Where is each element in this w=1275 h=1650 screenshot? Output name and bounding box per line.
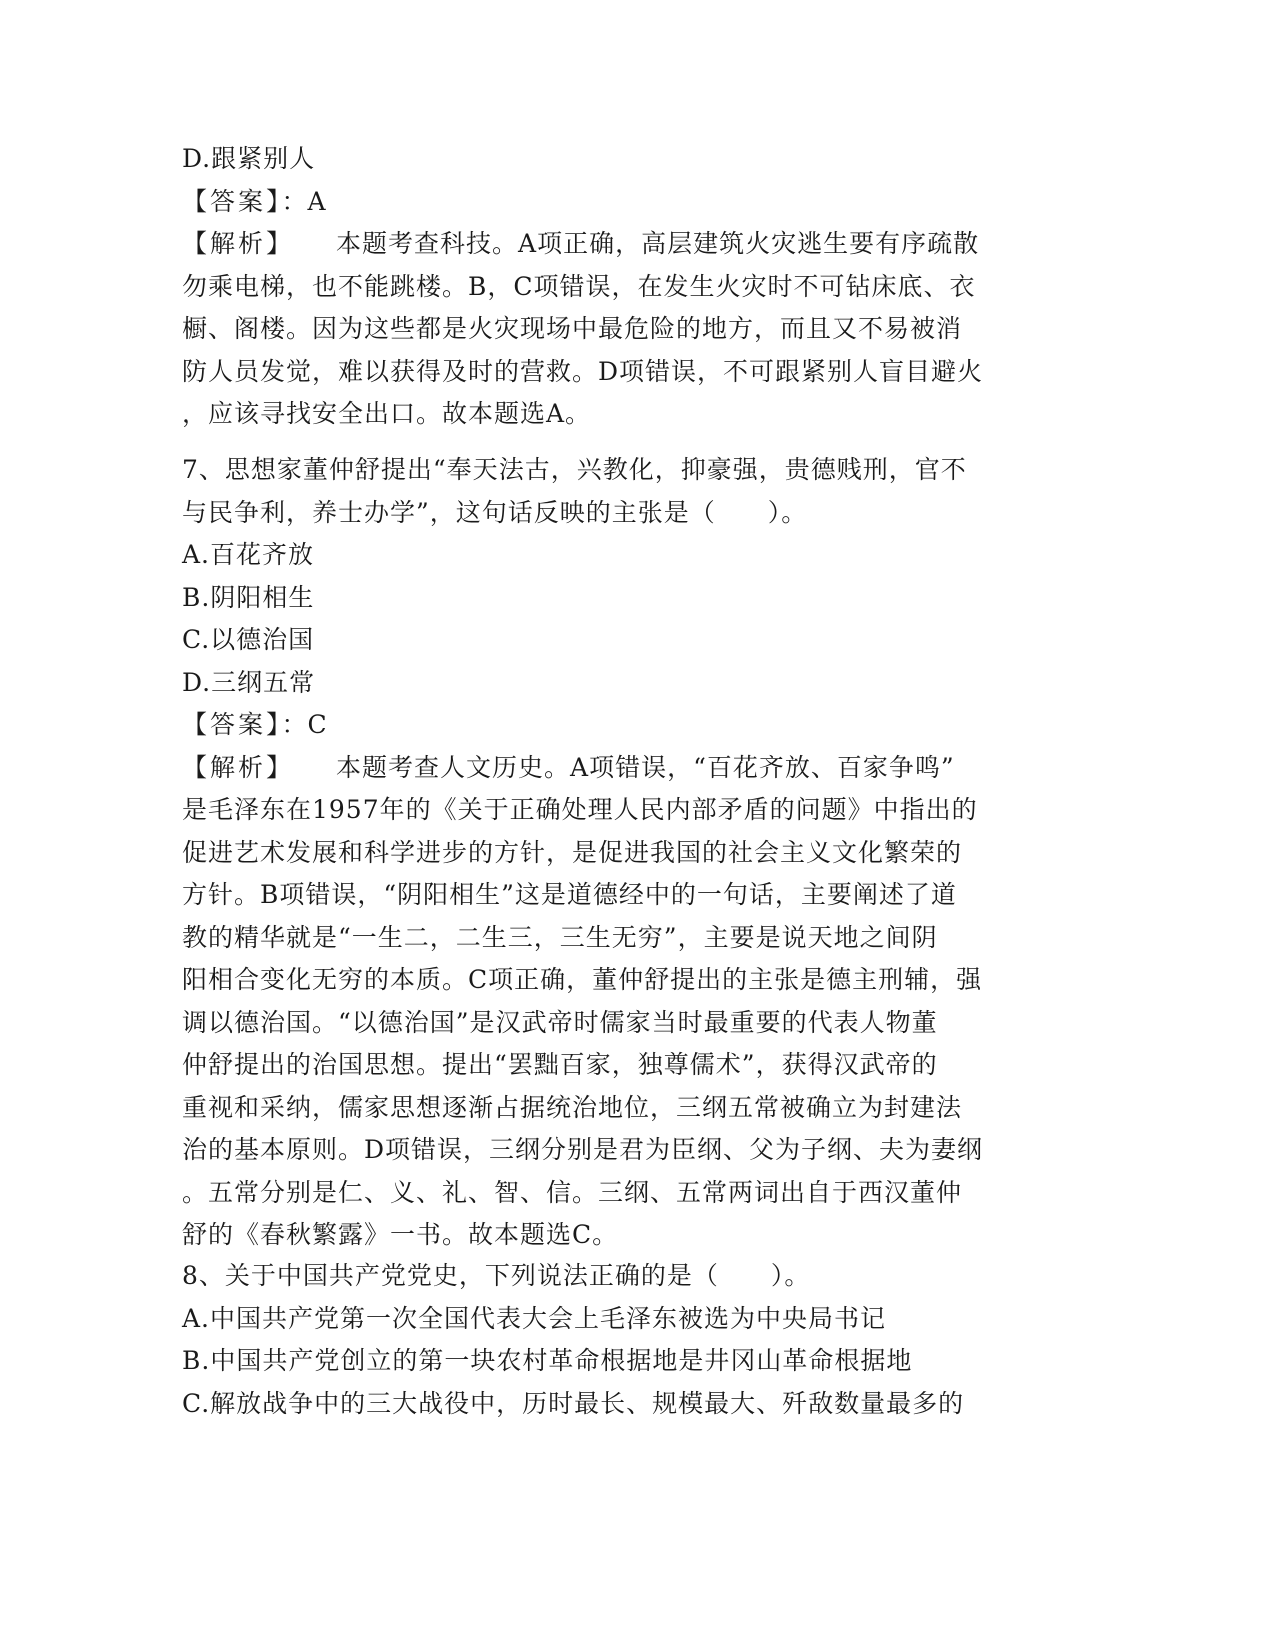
analysis-line: 治的基本原则。D项错误，三纲分别是君为臣纲、父为子纲、夫为妻纲 — [182, 1135, 984, 1164]
answer-line — [182, 704, 1082, 747]
analysis-line: 重视和采纳，儒家思想逐渐占据统治地位，三纲五常被确立为封建法 — [182, 1092, 963, 1122]
answer-line — [182, 181, 1082, 224]
option-a: A.百花齐放 — [182, 540, 315, 569]
analysis-text: 本题考查科技。A项正确，高层建筑火灾逃生要有序疏散 — [336, 229, 980, 258]
question-stem: 7、思想家董仲舒提出“奉天法古，兴教化，抑豪强，贵德贱刑，官不 — [182, 455, 967, 484]
analysis-line: 是毛泽东在1957年的《关于正确处理人民内部矛盾的问题》中指出的 — [182, 795, 978, 824]
answer-value: ：A — [281, 186, 327, 216]
question-stem: 与民争利，养士办学”，这句话反映的主张是（ ）。 — [182, 497, 808, 527]
option-d: D.跟紧别人 — [182, 144, 316, 173]
analysis-line: 促进艺术发展和科学进步的方针，是促进我国的社会主义文化繁荣的 — [182, 837, 963, 867]
question-7 — [182, 449, 1082, 1257]
analysis-line: ，应该寻找安全出口。故本题选A。 — [182, 399, 592, 428]
question-8 — [182, 1255, 1082, 1425]
analysis-line: 防人员发觉，难以获得及时的营救。D项错误，不可跟紧别人盲目避火 — [182, 356, 984, 386]
analysis-line: 教的精华就是“一生二，二生三，三生无穷”，主要是说天地之间阴 — [182, 922, 938, 952]
analysis-line — [182, 223, 1082, 266]
question-stem: 8、关于中国共产党党史，下列说法正确的是（ ）。 — [182, 1261, 811, 1290]
answer-label: 【答案】 — [182, 710, 282, 739]
analysis-line: 仲舒提出的治国思想。提出“罢黜百家，独尊儒术”，获得汉武帝的 — [182, 1050, 938, 1079]
analysis-label: 【解析】 — [182, 752, 295, 782]
analysis-line: 调以德治国。“以德治国”是汉武帝时儒家当时最重要的代表人物董 — [182, 1007, 938, 1037]
option-d: D.三纲五常 — [182, 667, 316, 697]
analysis-line: 橱、阁楼。因为这些都是火灾现场中最危险的地方，而且又不易被消 — [182, 314, 963, 343]
answer-label: 【答案】 — [182, 186, 282, 216]
analysis-line: 勿乘电梯，也不能跳楼。B，C项错误，在发生火灾时不可钻床底、衣 — [182, 271, 976, 301]
option-b: B.阴阳相生 — [182, 582, 315, 612]
analysis-line: 舒的《春秋繁露》一书。故本题选C。 — [182, 1220, 619, 1249]
answer-value: ：C — [281, 710, 328, 739]
option-c: C.以德治国 — [182, 625, 315, 654]
analysis-line: 。五常分别是仁、义、礼、智、信。三纲、五常两词出自于西汉董仲 — [182, 1177, 963, 1207]
question-6-tail — [182, 138, 1082, 436]
option-a: A.中国共产党第一次全国代表大会上毛泽东被选为中央局书记 — [182, 1303, 887, 1333]
option-b: B.中国共产党创立的第一块农村革命根据地是井冈山革命根据地 — [182, 1346, 913, 1375]
analysis-line: 方针。B项错误，“阴阳相生”这是道德经中的一句话，主要阐述了道 — [182, 880, 957, 909]
analysis-text: 本题考查人文历史。A项错误，“百花齐放、百家争鸣” — [336, 752, 955, 782]
analysis-label: 【解析】 — [182, 229, 295, 258]
analysis-line — [182, 747, 1082, 790]
analysis-line: 阳相合变化无穷的本质。C项正确，董仲舒提出的主张是德主刑辅，强 — [182, 965, 983, 994]
option-c: C.解放战争中的三大战役中，历时最长、规模最大、歼敌数量最多的 — [182, 1388, 965, 1418]
